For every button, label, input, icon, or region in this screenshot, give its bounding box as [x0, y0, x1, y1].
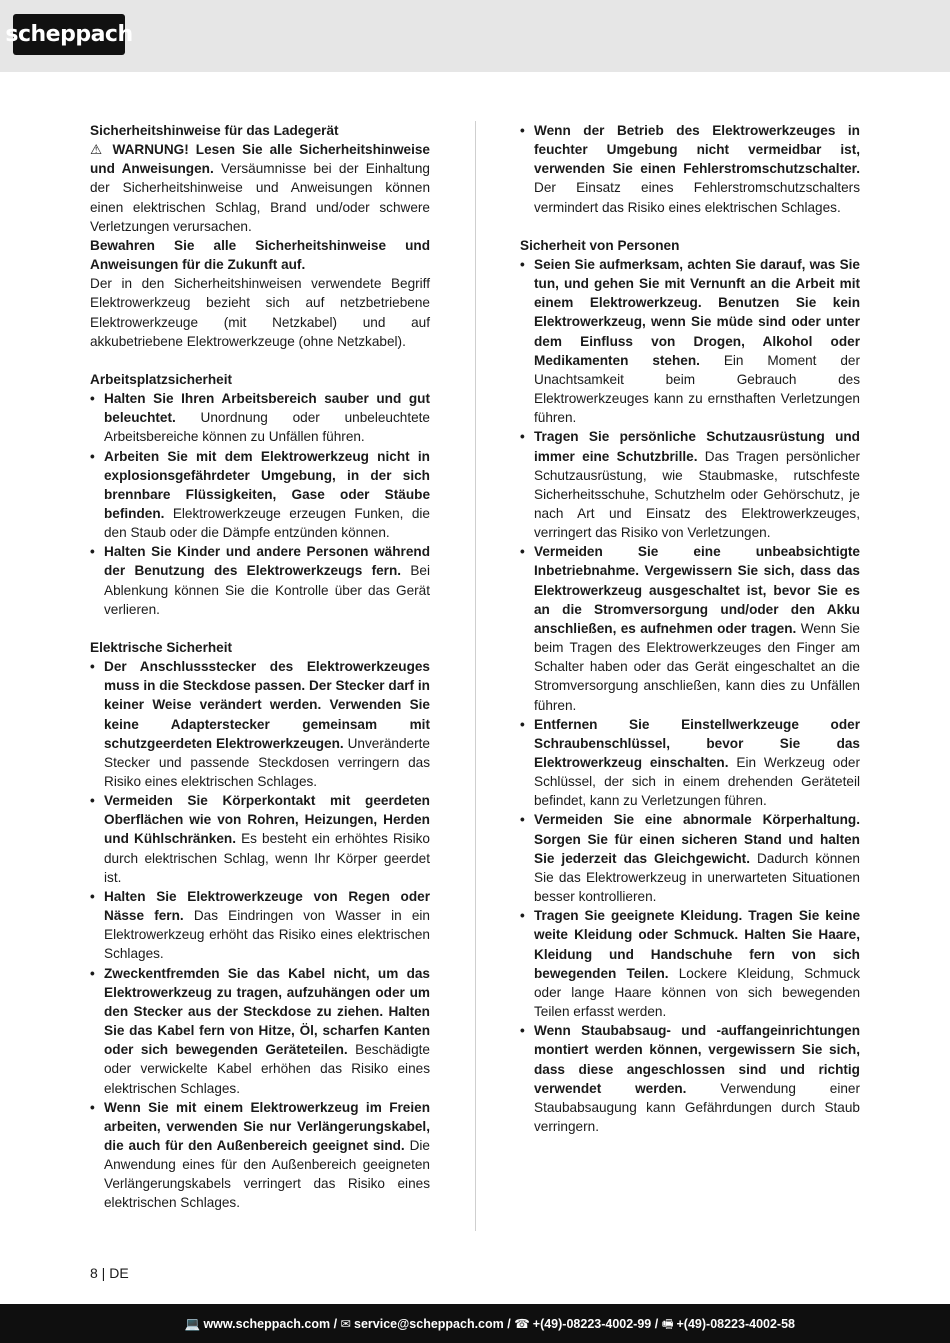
scheppach-logo: scheppach — [13, 14, 125, 55]
list-item: • Der Anschlussstecker des Elektrowerkzeuges muss in die Steckdose passen. Der Stecker darf in keiner Weise verändert werden. Verwenden Sie keine Adapterstecker gemeinsam mit schutzgeerdeten Elektrowerkzeugen. Unveränderte Stecker und passende Steckdosen verringern das Risiko eines elektrischen Schlages. — [90, 657, 430, 791]
list-item: • Tragen Sie persönliche Schutzausrüstung und immer eine Schutzbrille. Das Tragen persönlicher Schutzausrüstung, wie Staubmaske, rutschfeste Sicherheitsschuhe, Schutzhelm oder Gehörschutz, je nach Art und Einsatz des Elektrowerkzeuges, verringert das Risiko von Verletzungen. — [520, 427, 860, 542]
page-number: 8 | DE — [90, 1265, 129, 1281]
personal-safety-list — [520, 255, 860, 1136]
fax-icon: 🖷 — [661, 1317, 674, 1331]
warning-text: Versäumnisse bei der Einhaltung der Sicherheitshinweise und Anweisungen können einen elektrischen Schlag, Brand und/oder schwere Verletzungen verursachen. — [90, 161, 430, 234]
warning-bold: WARNUNG! Lesen Sie alle Sicherheitshinweise und Anweisungen. — [90, 142, 430, 177]
keep-instructions: Bewahren Sie alle Sicherheitshinweise und Anweisungen für die Zukunft auf. — [90, 237, 430, 273]
list-item: • Vermeiden Sie eine abnormale Körperhaltung. Sorgen Sie für einen sicheren Stand und halten Sie jederzeit das Gleichgewicht. Dadurch können Sie das Elektrowerkzeug in unerwarteten Situationen besser kontrollieren. — [520, 810, 860, 906]
electrical-list — [90, 657, 430, 1213]
footer-bar — [0, 1304, 950, 1343]
right-column — [520, 121, 860, 1136]
phone-number: +(49)-08223-4002-99 — [532, 1317, 652, 1331]
phone-icon: ☎ — [514, 1317, 530, 1331]
list-item: • Entfernen Sie Einstellwerkzeuge oder Schraubenschlüssel, bevor Sie das Elektrowerkzeug einschalten. Ein Werkzeug oder Schlüssel, der sich in einem drehenden Geräteteil befindet, kann zu Verletzungen führen. — [520, 715, 860, 811]
list-item: • Wenn Sie mit einem Elektrowerkzeug im Freien arbeiten, verwenden Sie nur Verlängerungskabel, die auch für den Außenbereich geeignet sind. Die Anwendung eines für den Außenbereich geeigneten Verlängerungskabels verringert das Risiko eines elektrischen Schlages. — [90, 1098, 430, 1213]
charger-safety-title: Sicherheitshinweise für das Ladegerät — [90, 123, 339, 138]
list-item: • Zweckentfremden Sie das Kabel nicht, um das Elektrowerkzeug zu tragen, aufzuhängen oder um den Stecker aus der Steckdose zu ziehen. Halten Sie das Kabel fern von Hitze, Öl, scharfen Kanten oder sich bewegenden Geräteteilen. Beschädigte oder verwickelte Kabel erhöhen das Risiko eines elektrischen Schlages. — [90, 964, 430, 1098]
personal-safety-title: Sicherheit von Personen — [520, 237, 680, 253]
list-item: • Arbeiten Sie mit dem Elektrowerkzeug nicht in explosionsgefährdeter Umgebung, in der sich brennbare Flüssigkeiten, Gase oder Stäube befinden. Elektrowerkzeuge erzeugen Funken, die den Staub oder die Dämpfe entzünden können. — [90, 447, 430, 543]
list-item: • Wenn Staubabsaug- und -auffangeinrichtungen montiert werden können, vergewissern Sie sich, dass diese angeschlossen sind und richtig verwendet werden. Verwendung einer Staubabsaugung kann Gefährdungen durch Staub verringern. — [520, 1021, 860, 1136]
website-link[interactable]: www.scheppach.com — [203, 1317, 331, 1331]
list-item: • Tragen Sie geeignete Kleidung. Tragen Sie keine weite Kleidung oder Schmuck. Halten Sie Haare, Kleidung und Handschuhe fern von sich bewegenden Teilen. Lockere Kleidung, Schmuck oder lange Haare können von sich bewegenden Teilen erfasst werden. — [520, 906, 860, 1021]
workplace-safety-title: Arbeitsplatzsicherheit — [90, 371, 233, 387]
definition-paragraph: Der in den Sicherheitshinweisen verwendete Begriff Elektrowerkzeug bezieht sich auf netzbetriebene Elektrowerkzeuge (mit Netzkabel) und auf akkubetriebene Elektrowerkzeuge (ohne Netzkabel). — [90, 276, 430, 349]
mail-icon: ✉ — [340, 1317, 351, 1331]
warning-paragraph — [90, 140, 430, 236]
column-divider — [475, 121, 476, 1231]
workplace-list — [90, 389, 430, 619]
list-item: • Halten Sie Elektrowerkzeuge von Regen oder Nässe fern. Das Eindringen von Wasser in ein Elektrowerkzeug erhöht das Risiko eines elektrischen Schlages. — [90, 887, 430, 964]
header-band — [0, 0, 950, 72]
list-item: • Wenn der Betrieb des Elektrowerkzeuges in feuchter Umgebung nicht vermeidbar ist, verwenden Sie einen Fehlerstromschutzschalter. Der Einsatz eines Fehlerstromschutzschalters vermindert das Risiko eines elektrischen Schlages. — [520, 121, 860, 217]
left-column — [90, 121, 430, 1213]
email-link[interactable]: service@scheppach.com — [354, 1317, 504, 1331]
list-item: • Seien Sie aufmerksam, achten Sie darauf, was Sie tun, und gehen Sie mit Vernunft an die Arbeit mit einem Elektrowerkzeug. Benutzen Sie kein Elektrowerkzeug, wenn Sie müde sind oder unter dem Einfluss von Drogen, Alkohol oder Medikamenten stehen. Ein Moment der Unachtsamkeit beim Gebrauch des Elektrowerkzeuges kann zu ernsthaften Verletzungen führen. — [520, 255, 860, 427]
list-item: • Halten Sie Kinder und andere Personen während der Benutzung des Elektrowerkzeugs fern. Bei Ablenkung können Sie die Kontrolle über das Gerät verlieren. — [90, 542, 430, 619]
computer-icon: 💻 — [184, 1317, 201, 1331]
electrical-list-continued — [520, 121, 860, 217]
footer-contacts: 💻 www.scheppach.com / ✉ service@scheppach.com / ☎ +(49)-08223-4002-99 / 🖷 +(49)-08223-4002-58 — [184, 1317, 795, 1331]
fax-number: +(49)-08223-4002-58 — [676, 1317, 795, 1331]
warning-icon: ⚠ — [90, 142, 106, 158]
list-item: • Halten Sie Ihren Arbeitsbereich sauber und gut beleuchtet. Unordnung oder unbeleuchtete Arbeitsbereiche können zu Unfällen führen. — [90, 389, 430, 446]
list-item: • Vermeiden Sie eine unbeabsichtigte Inbetriebnahme. Vergewissern Sie sich, dass das Elektrowerkzeug ausgeschaltet ist, bevor Sie es an die Stromversorgung und/oder den Akku anschließen, es aufnehmen oder tragen. Wenn Sie beim Tragen des Elektrowerkzeuges den Finger am Schalter haben oder das Gerät eingeschaltet an die Stromversorgung anschließen, kann dies zu Unfällen führen. — [520, 542, 860, 714]
electrical-safety-title: Elektrische Sicherheit — [90, 639, 233, 655]
list-item: • Vermeiden Sie Körperkontakt mit geerdeten Oberflächen wie von Rohren, Heizungen, Herden und Kühlschränken. Es besteht ein erhöhtes Risiko durch elektrischen Schlag, wenn Ihr Körper geerdet ist. — [90, 791, 430, 887]
